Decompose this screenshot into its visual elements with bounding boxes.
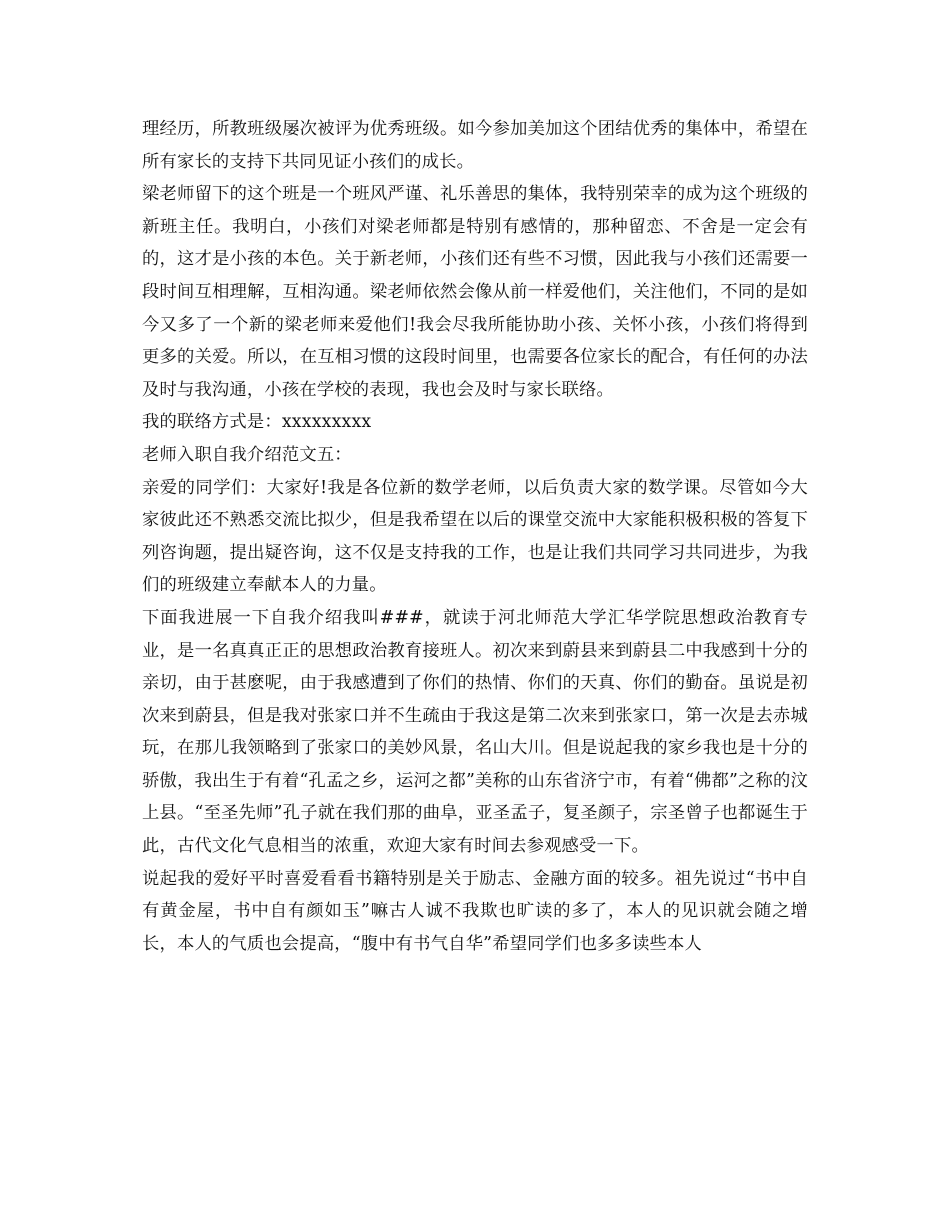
paragraph-class-history: 理经历，所教班级屡次被评为优秀班级。如今参加美加这个团结优秀的集体中，希望在所有家长的支持下共同见证小孩们的成长。 (142, 119, 808, 172)
document-body (142, 113, 808, 960)
paragraph-contact-info: 我的联络方式是：xxxxxxxxx (142, 412, 372, 433)
paragraph-hobbies: 说起我的爱好平时喜爱看看书籍特别是关于励志、金融方面的较多。祖先说过“书中自有黄金屋，书中自有颜如玉”嘛古人诚不我欺也旷读的多了，本人的见识就会随之增长，本人的气质也会提高，“腹中有书气自华”希望同学们也多多读些本人 (142, 868, 808, 954)
paragraph-greeting: 亲爱的同学们：大家好!我是各位新的数学老师，以后负责大家的数学课。尽管如今大家彼此还不熟悉交流比拟少，但是我希望在以后的课堂交流中大家能积极积极的答复下列咨询题，提出疑咨询，这不仅是支持我的工作，也是让我们共同学习共同进步，为我们的班级建立奉献本人的力量。 (142, 477, 808, 596)
section-heading: 老师入职自我介绍范文五： (142, 444, 352, 465)
paragraph-self-introduction: 下面我进展一下自我介绍我叫###，就读于河北师范大学汇华学院思想政治教育专业，是一名真真正正的思想政治教育接班人。初次来到蔚县来到蔚县二中我感到十分的亲切，由于甚麽呢，由于我感遭到了你们的热情、你们的天真、你们的勤奋。虽说是初次来到蔚县，但是我对张家口并不生疏由于我这是第二次来到张家口，第一次是去赤城玩，在那儿我领略到了张家口的美妙风景，名山大川。但是说起我的家乡我也是十分的骄傲，我出生于有着“孔孟之乡，运河之都”美称的山东省济宁市，有着“佛都”之称的汶上县。“至圣先师”孔子就在我们那的曲阜，亚圣孟子，复圣颜子，宗圣曾子也都诞生于此，古代文化气息相当的浓重，欢迎大家有时间去参观感受一下。 (142, 607, 808, 857)
paragraph-new-head-teacher: 梁老师留下的这个班是一个班风严谨、礼乐善思的集体，我特别荣幸的成为这个班级的新班主任。我明白，小孩们对梁老师都是特别有感情的，那种留恋、不舍是一定会有的，这才是小孩的本色。关于新老师，小孩们还有些不习惯，因此我与小孩们还需要一段时间互相理解，互相沟通。梁老师依然会像从前一样爱他们，关注他们，不同的是如今又多了一个新的梁老师来爱他们!我会尽我所能协助小孩、关怀小孩，小孩们将得到更多的关爱。所以，在互相习惯的这段时间里，也需要各位家长的配合，有任何的办法及时与我沟通，小孩在学校的表现，我也会及时与家长联络。 (142, 184, 808, 400)
